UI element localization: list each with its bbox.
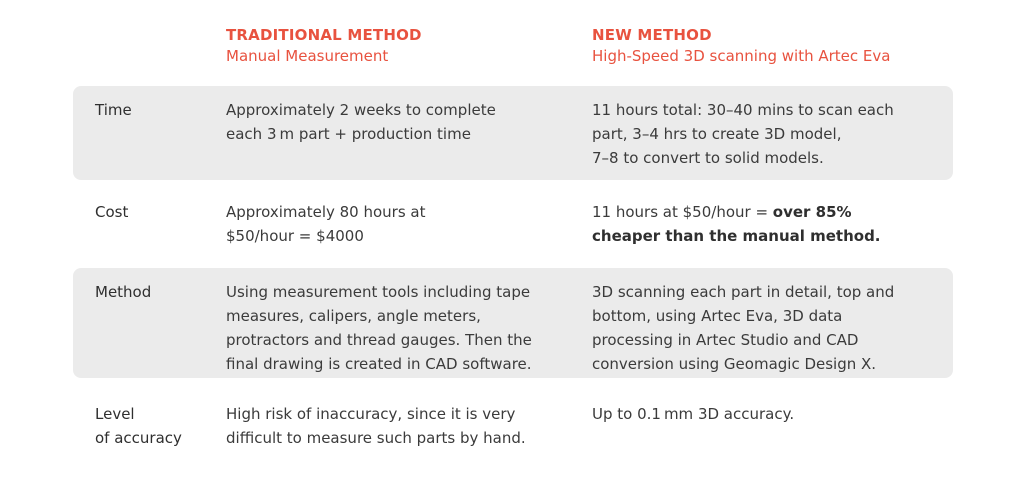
cell-line: bottom, using Artec Eva, 3D data xyxy=(592,307,843,325)
table-row-method xyxy=(73,268,953,378)
cell-line: Up to 0.1 mm 3D accuracy. xyxy=(592,405,795,423)
cell-line: conversion using Geomagic Design X. xyxy=(592,355,877,373)
cell-line: Using measurement tools including tape xyxy=(226,283,531,301)
cell-line: Approximately 80 hours at xyxy=(226,203,426,221)
cost-traditional-cell xyxy=(226,200,426,248)
new-method-subtitle: High-Speed 3D scanning with Artec Eva xyxy=(592,47,891,65)
row-label-line: Method xyxy=(95,283,152,301)
traditional-method-subtitle: Manual Measurement xyxy=(226,47,389,65)
table-row-time xyxy=(73,86,953,180)
cell-line: measures, calipers, angle meters, xyxy=(226,307,481,325)
cell-line: processing in Artec Studio and CAD xyxy=(592,331,859,349)
cost-new-cell xyxy=(592,200,881,248)
method-traditional-cell xyxy=(226,280,532,376)
cell-line: 7–8 to convert to solid models. xyxy=(592,149,824,167)
cell-line: $50/hour = $4000 xyxy=(226,227,364,245)
cost-new-highlight-line: cheaper than the manual method. xyxy=(592,227,881,245)
new-method-title: NEW METHOD xyxy=(592,26,712,44)
row-label-time xyxy=(95,98,132,122)
cell-line: High risk of inaccuracy, since it is very xyxy=(226,405,516,423)
cell-line: final drawing is created in CAD software. xyxy=(226,355,532,373)
table-row-cost xyxy=(73,188,953,260)
cell-line: part, 3–4 hrs to create 3D model, xyxy=(592,125,842,143)
table-row-accuracy xyxy=(73,390,953,462)
row-label-accuracy xyxy=(95,402,182,450)
cell-line: difficult to measure such parts by hand. xyxy=(226,429,526,447)
new-method-heading xyxy=(592,25,890,67)
row-label-line: Time xyxy=(95,101,132,119)
row-label-line: of accuracy xyxy=(95,429,182,447)
row-label-cost xyxy=(95,200,128,224)
cost-new-prefix: 11 hours at $50/hour = xyxy=(592,203,773,221)
traditional-method-title: TRADITIONAL METHOD xyxy=(226,26,422,44)
row-label-line: Cost xyxy=(95,203,129,221)
cell-line: 3D scanning each part in detail, top and xyxy=(592,283,895,301)
cell-line: 11 hours total: 30–40 mins to scan each xyxy=(592,101,894,119)
cell-line: Approximately 2 weeks to complete xyxy=(226,101,496,119)
row-label-method xyxy=(95,280,151,304)
method-new-cell xyxy=(592,280,894,376)
time-new-cell xyxy=(592,98,894,170)
cell-line xyxy=(592,200,881,224)
cell-line: protractors and thread gauges. Then the xyxy=(226,331,532,349)
row-label-line: Level xyxy=(95,405,135,423)
table-header xyxy=(0,0,1024,80)
time-traditional-cell xyxy=(226,98,496,146)
cost-new-highlight: over 85% xyxy=(772,203,852,221)
accuracy-new-cell xyxy=(592,402,794,426)
traditional-method-heading xyxy=(226,25,422,67)
accuracy-traditional-cell xyxy=(226,402,526,450)
cell-line: each 3 m part + production time xyxy=(226,125,471,143)
